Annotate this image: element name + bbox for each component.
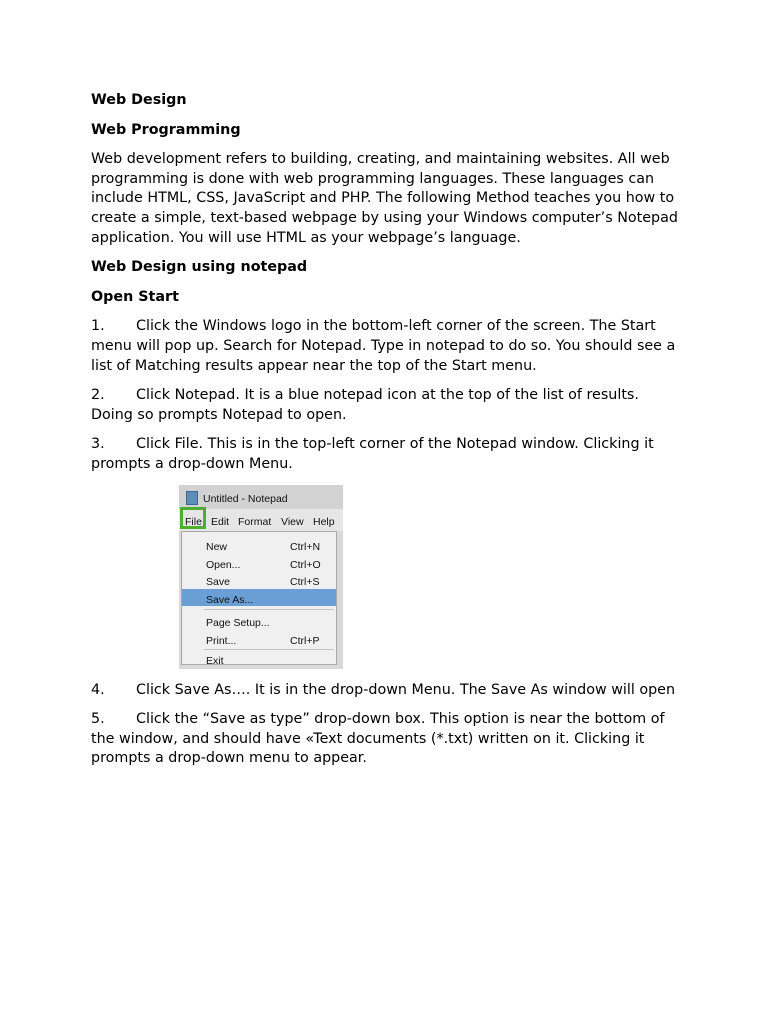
step-number: 4. — [91, 681, 105, 698]
menu-item-shortcut: Ctrl+P — [290, 634, 320, 647]
step-1 — [91, 317, 681, 376]
menu-help: Help — [313, 515, 335, 528]
notepad-icon — [186, 491, 198, 505]
menu-file: File — [185, 515, 202, 528]
step-text: Click the “Save as type” drop-down box. This option is near the bottom of the window, and should have «Text documents (*.txt) written on it. Clicking it prompts a drop-down menu to appear. — [91, 711, 665, 767]
step-3 — [91, 435, 681, 474]
notepad-screenshot — [179, 485, 343, 669]
step-text: Click Notepad. It is a blue notepad icon at the top of the list of results. Doing so prompts Notepad to open. — [91, 387, 639, 423]
menu-item-open — [182, 554, 336, 571]
notepad-titlebar — [179, 485, 343, 509]
heading-web-design-notepad: Web Design using notepad — [91, 259, 308, 276]
menu-item-page-setup — [182, 612, 336, 629]
menu-format: Format — [238, 515, 272, 528]
menu-item-save — [182, 571, 336, 588]
menu-item-save-as — [182, 589, 336, 606]
menu-item-new — [182, 536, 336, 553]
step-text: Click Save As…. It is in the drop-down Menu. The Save As window will open — [136, 681, 676, 698]
menu-item-shortcut: Ctrl+S — [290, 575, 320, 588]
menu-item-label: New — [206, 540, 228, 553]
heading-web-programming: Web Programming — [91, 121, 241, 138]
step-number: 2. — [91, 387, 105, 404]
menu-item-label: Print... — [206, 634, 237, 647]
menu-item-label: Page Setup... — [206, 616, 270, 629]
step-text: Click the Windows logo in the bottom-left corner of the screen. The Start menu will pop up. Search for Notepad. Type in notepad to do so. You should see a list of Matching results appear near the top of the Start menu. — [91, 318, 676, 374]
step-2 — [91, 386, 681, 425]
menu-item-label: Save — [206, 575, 230, 588]
step-number: 1. — [91, 318, 105, 335]
menu-view: View — [281, 515, 304, 528]
step-number: 5. — [91, 711, 105, 728]
document-page — [91, 91, 681, 779]
menu-separator — [204, 609, 334, 610]
file-highlight-box — [180, 507, 206, 529]
menu-item-label: Open... — [206, 558, 241, 571]
heading-web-design: Web Design — [91, 92, 187, 108]
step-number: 3. — [91, 436, 105, 453]
menu-item-print — [182, 630, 336, 647]
intro-paragraph: Web development refers to building, creating, and maintaining websites. All web programming is done with web programming languages. These languages can include HTML, CSS, JavaScript and PHP. The following Method teaches you how to create a simple, text-based webpage by using your Windows computer’s Notepad application. You will use HTML as your webpage’s language. — [91, 151, 678, 246]
step-5 — [91, 710, 681, 769]
menu-item-exit — [182, 650, 336, 667]
step-text: Click File. This is in the top-left corner of the Notepad window. Clicking it prompts a drop-down Menu. — [91, 436, 654, 472]
menu-item-shortcut: Ctrl+N — [290, 540, 321, 553]
menu-item-shortcut: Ctrl+O — [290, 558, 321, 571]
menu-item-label: Exit — [206, 654, 224, 667]
file-dropdown-menu — [181, 531, 337, 665]
heading-open-start: Open Start — [91, 288, 179, 305]
notepad-title: Untitled - Notepad — [203, 492, 288, 505]
step-4 — [91, 681, 681, 701]
menu-item-label: Save As... — [206, 593, 254, 606]
menu-edit: Edit — [211, 515, 230, 528]
